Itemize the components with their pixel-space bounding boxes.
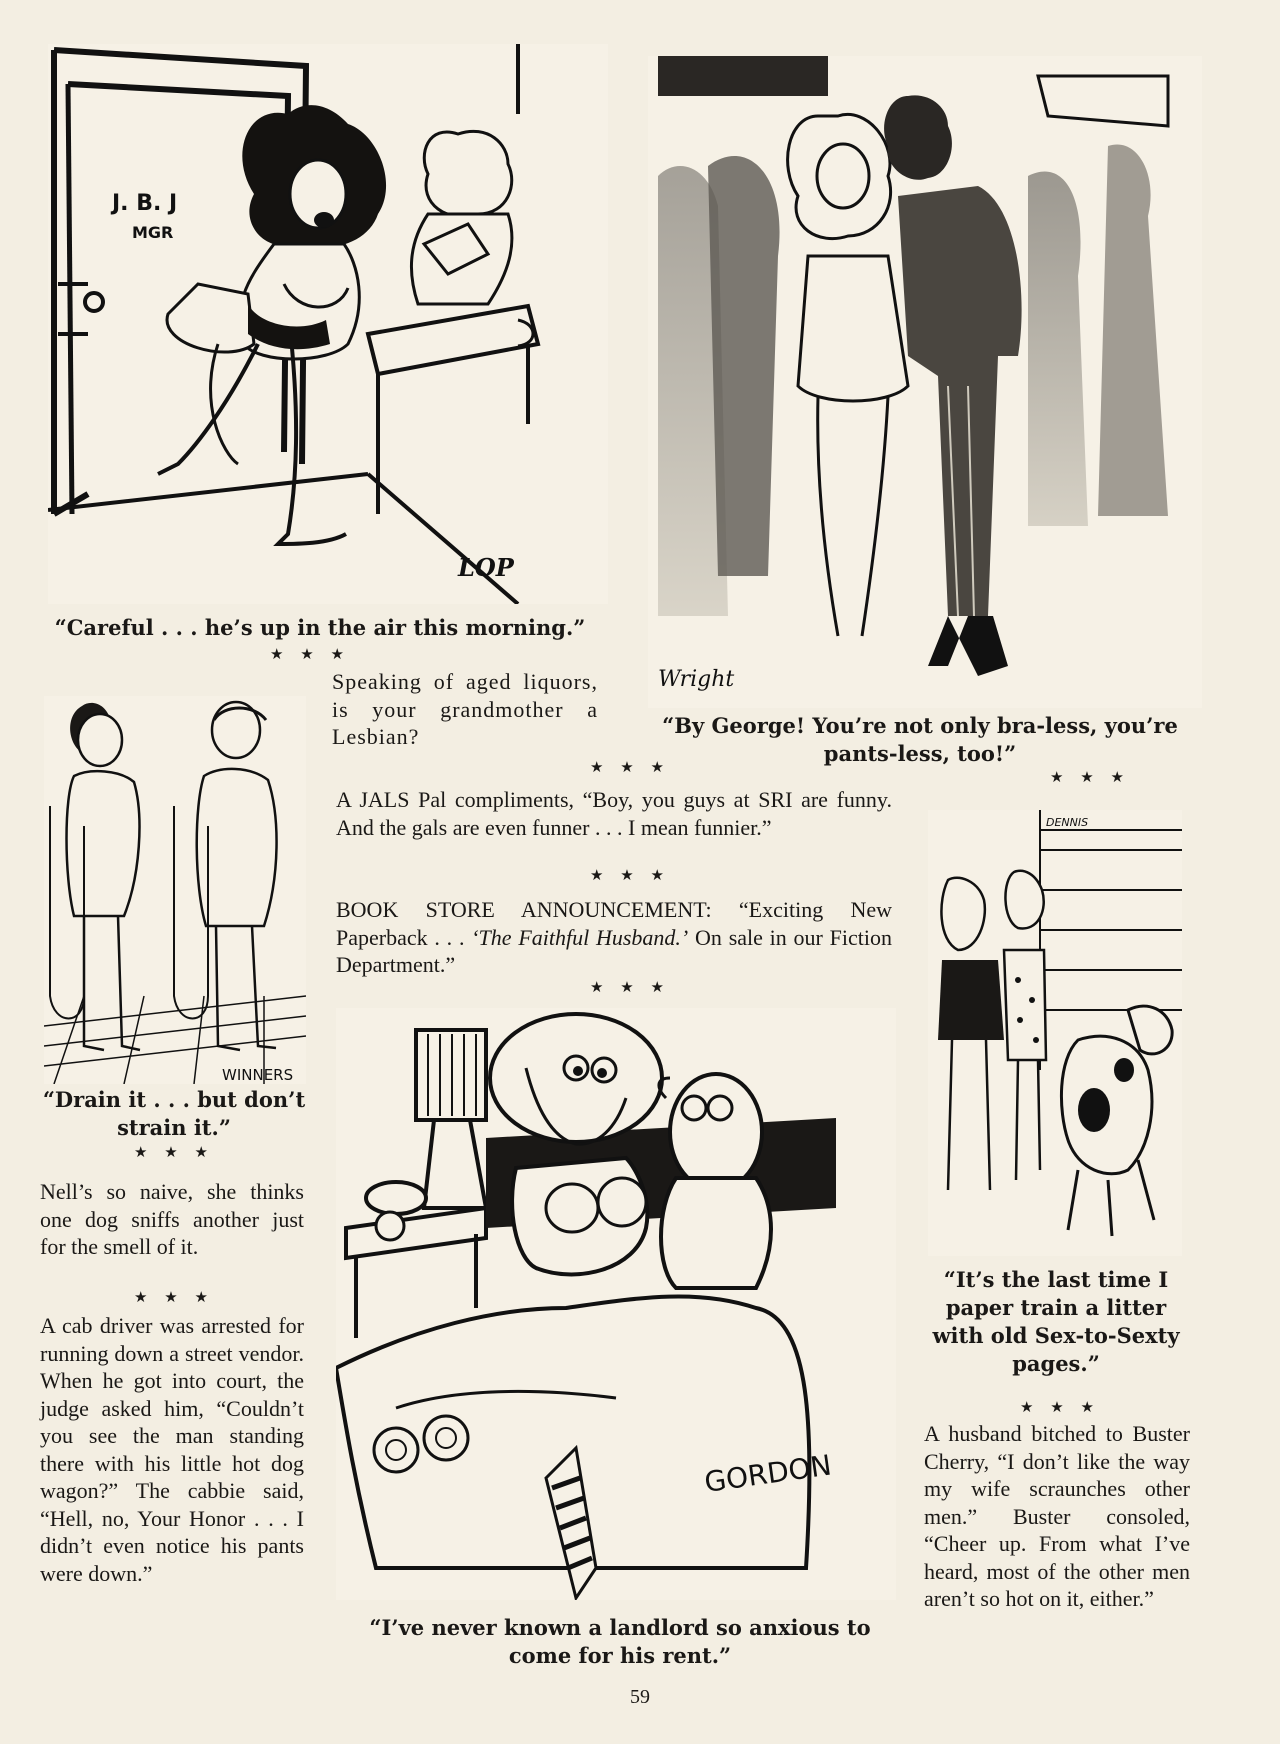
door-sign-name: J. B. J bbox=[112, 191, 178, 216]
dog-signature: DENNIS bbox=[1046, 816, 1089, 829]
cartoon-landlord bbox=[336, 1008, 896, 1600]
party-illustration bbox=[648, 56, 1202, 708]
divider-stars: ★ ★ ★ bbox=[134, 1143, 214, 1161]
joke-book-store bbox=[336, 896, 892, 979]
office-illustration bbox=[48, 44, 608, 604]
landlord-caption: “I’ve never known a landlord so anxious to come for his rent.” bbox=[369, 1615, 871, 1668]
divider-stars: ★ ★ ★ bbox=[270, 645, 350, 663]
urinal-caption: “Drain it . . . but don’t strain it.” bbox=[42, 1087, 306, 1140]
divider-stars: ★ ★ ★ bbox=[590, 866, 670, 884]
joke-nell: Nell’s so naive, she thinks one dog sniffs another just for the smell of it. bbox=[40, 1179, 304, 1259]
urinal-illustration bbox=[44, 696, 306, 1084]
divider-stars: ★ ★ ★ bbox=[134, 1288, 214, 1306]
office-caption: “Careful . . . he’s up in the air this morning.” bbox=[54, 615, 586, 640]
joke-aged-liquors: Speaking of aged liquors, is your grandmother a Lesbian? bbox=[332, 669, 598, 749]
book-store-suffix: On sale in our Fiction Department.” bbox=[336, 924, 892, 977]
joke-buster-cherry: A husband bitched to Buster Cherry, “I don’t like the way my wife scraunches other men.” Buster consoled, “Cheer up. From what I’ve heard, most of the other men aren’t so hot on it, either.” bbox=[924, 1421, 1190, 1611]
cartoon-party bbox=[648, 56, 1202, 708]
landlord-illustration bbox=[336, 1008, 896, 1600]
office-signature: LOP bbox=[458, 553, 514, 582]
door-sign-title: MGR bbox=[132, 223, 174, 242]
cartoon-urinal bbox=[44, 696, 306, 1084]
divider-stars: ★ ★ ★ bbox=[590, 978, 670, 996]
page-number: 59 bbox=[630, 1686, 650, 1708]
book-title: ‘The Faithful Husband.’ bbox=[471, 924, 689, 950]
cartoon-dog bbox=[928, 810, 1182, 1256]
party-signature: Wright bbox=[658, 667, 735, 692]
divider-stars: ★ ★ ★ bbox=[1050, 768, 1130, 786]
cartoon-office bbox=[48, 44, 608, 604]
party-caption: “By George! You’re not only bra-less, you’re pants-less, too!” bbox=[662, 713, 1178, 766]
urinal-signature: WINNERS bbox=[222, 1066, 294, 1084]
dog-caption: “It’s the last time I paper train a litter with old Sex-to-Sexty pages.” bbox=[932, 1267, 1180, 1376]
joke-cab-driver: A cab driver was arrested for running down a street vendor. When he got into court, the judge asked him, “Couldn’t you see the man standing there with his little hot dog wagon?” The cabbie said, “Hell, no, Your Honor . . . I didn’t even notice his pants were down.” bbox=[40, 1313, 304, 1586]
divider-stars: ★ ★ ★ bbox=[590, 758, 670, 776]
divider-stars: ★ ★ ★ bbox=[1020, 1398, 1100, 1416]
landlord-signature: GORDON bbox=[702, 1448, 834, 1499]
dog-illustration bbox=[928, 810, 1182, 1256]
joke-jals-pal: A JALS Pal compliments, “Boy, you guys at SRI are funny. And the gals are even funner . . . I mean funnier.” bbox=[336, 787, 892, 840]
book-store-prefix: BOOK STORE ANNOUNCEMENT: “Exciting New Paperback . . . bbox=[336, 897, 892, 950]
